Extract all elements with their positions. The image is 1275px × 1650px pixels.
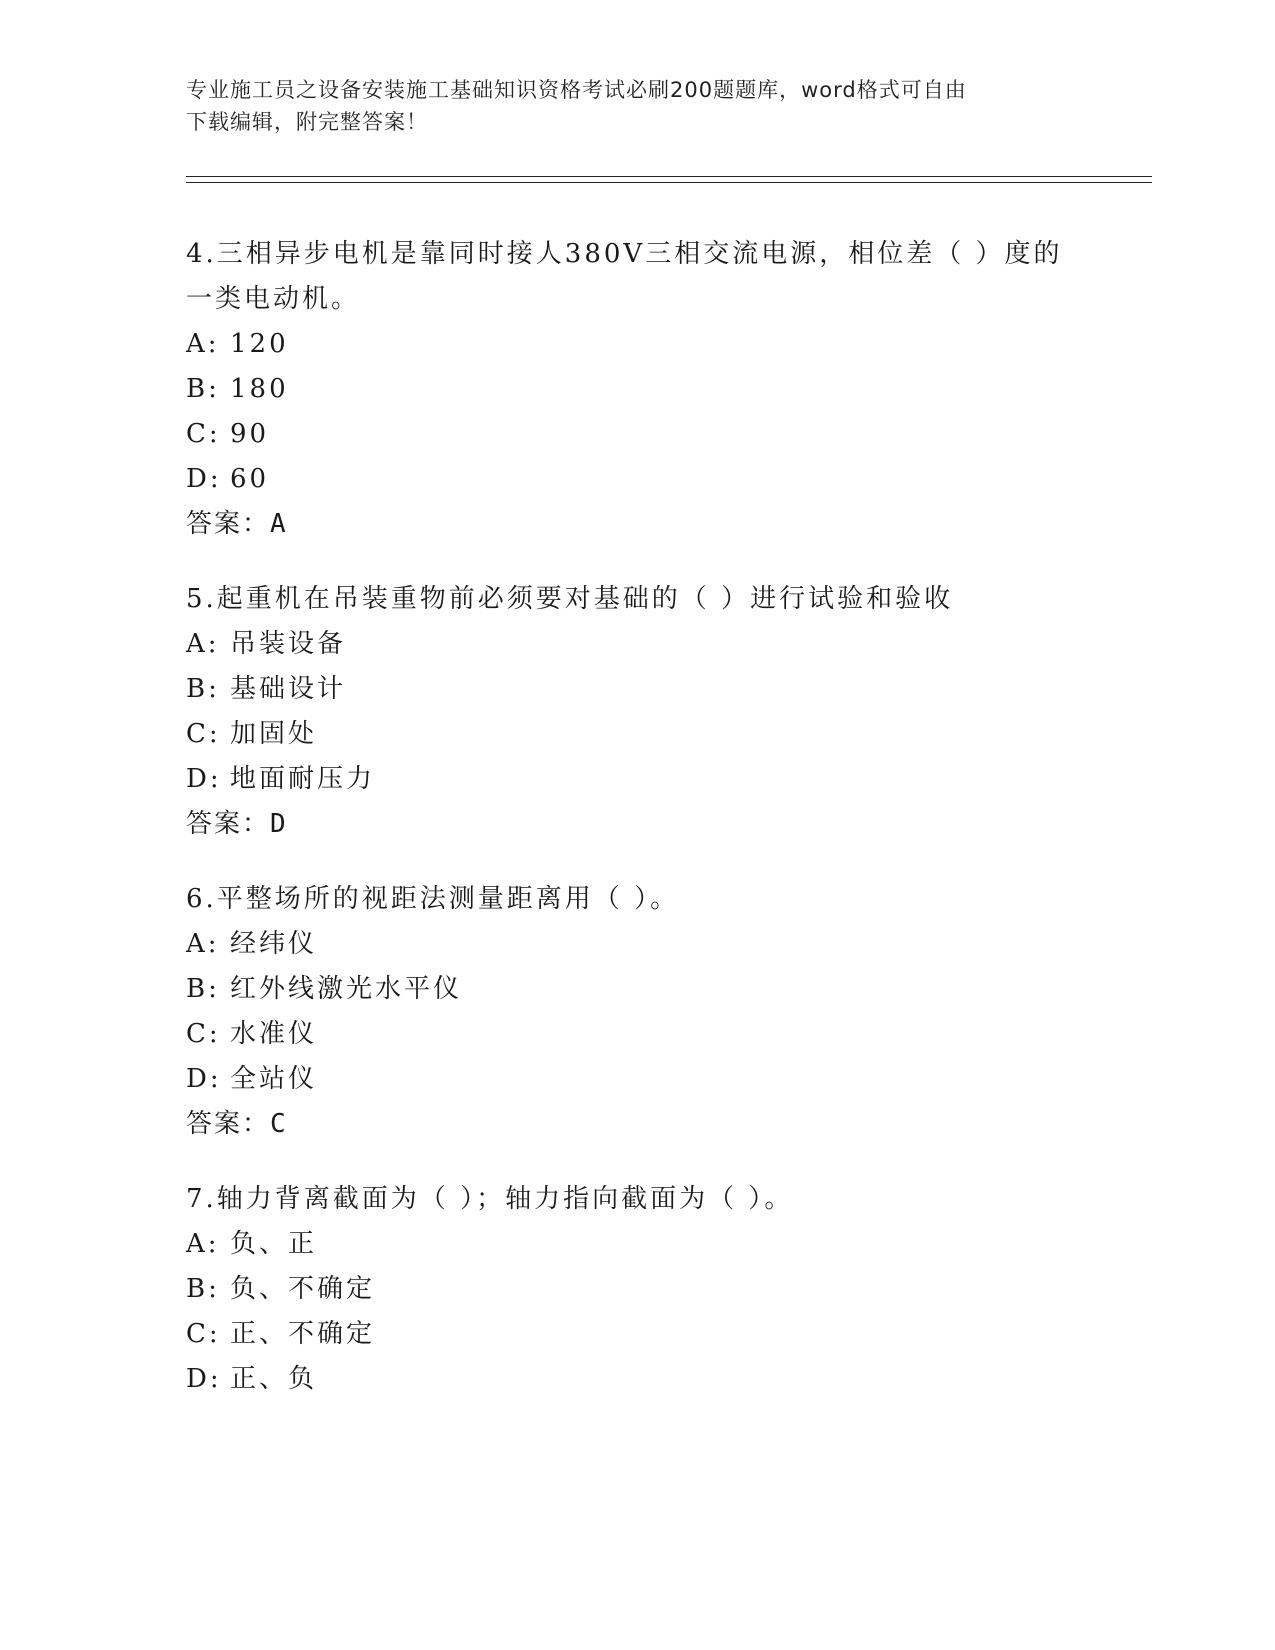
question-5 (186, 577, 1086, 847)
option-d (186, 1357, 1086, 1402)
option-text: 全站仪 (230, 1064, 318, 1094)
option-text: 基础设计 (230, 674, 347, 704)
option-key: A: (186, 1229, 220, 1259)
option-b (186, 367, 1086, 412)
option-d (186, 457, 1086, 502)
option-text: 90 (230, 419, 270, 449)
question-4 (186, 232, 1086, 547)
question-stem: 4.三相异步电机是靠同时接人380V三相交流电源，相位差（ ）度的 (186, 239, 1063, 269)
question-stem: 5.起重机在吊装重物前必须要对基础的（ ）进行试验和验收 (186, 584, 954, 614)
option-text: 60 (230, 464, 270, 494)
option-text: 经纬仪 (230, 929, 318, 959)
option-d (186, 757, 1086, 802)
question-7 (186, 1177, 1086, 1402)
option-text: 180 (230, 374, 289, 404)
option-text: 地面耐压力 (230, 764, 376, 794)
option-c (186, 1012, 1086, 1057)
option-b (186, 1267, 1086, 1312)
answer-line: 答案：A (186, 509, 288, 539)
option-a (186, 322, 1086, 367)
option-c (186, 412, 1086, 457)
header-line-2: 下载编辑，附完整答案！ (186, 110, 428, 134)
option-key: C: (186, 719, 221, 749)
option-key: D: (186, 1064, 222, 1094)
option-text: 加固处 (230, 719, 318, 749)
option-key: C: (186, 1019, 221, 1049)
question-stem-continued: 一类电动机。 (186, 284, 361, 314)
option-text: 吊装设备 (230, 629, 347, 659)
option-key: B: (186, 1274, 220, 1304)
option-b (186, 667, 1086, 712)
option-key: D: (186, 764, 222, 794)
header-divider (186, 176, 1152, 183)
option-key: B: (186, 974, 220, 1004)
option-a (186, 922, 1086, 967)
option-key: C: (186, 1319, 221, 1349)
option-key: B: (186, 674, 220, 704)
option-a (186, 622, 1086, 667)
option-c (186, 1312, 1086, 1357)
option-text: 负、不确定 (230, 1274, 376, 1304)
option-key: C: (186, 419, 221, 449)
option-text: 120 (230, 329, 289, 359)
option-key: A: (186, 629, 220, 659)
option-text: 正、不确定 (230, 1319, 376, 1349)
option-text: 负、正 (230, 1229, 318, 1259)
option-key: A: (186, 929, 220, 959)
option-key: D: (186, 464, 222, 494)
option-c (186, 712, 1086, 757)
question-6 (186, 877, 1086, 1147)
question-list (186, 232, 1086, 1432)
question-stem: 6.平整场所的视距法测量距离用（ ）。 (186, 884, 680, 914)
question-stem: 7.轴力背离截面为（ ）；轴力指向截面为（ ）。 (186, 1184, 794, 1214)
answer-line: 答案：D (186, 809, 288, 839)
option-text: 正、负 (230, 1364, 318, 1394)
option-key: B: (186, 374, 220, 404)
option-key: D: (186, 1364, 222, 1394)
answer-line: 答案：C (186, 1109, 288, 1139)
header-line-1: 专业施工员之设备安装施工基础知识资格考试必刷200题题库，word格式可自由 (186, 78, 967, 102)
document-header (186, 74, 1066, 138)
option-a (186, 1222, 1086, 1267)
option-text: 红外线激光水平仪 (230, 974, 463, 1004)
option-d (186, 1057, 1086, 1102)
option-b (186, 967, 1086, 1012)
option-text: 水准仪 (230, 1019, 318, 1049)
option-key: A: (186, 329, 220, 359)
